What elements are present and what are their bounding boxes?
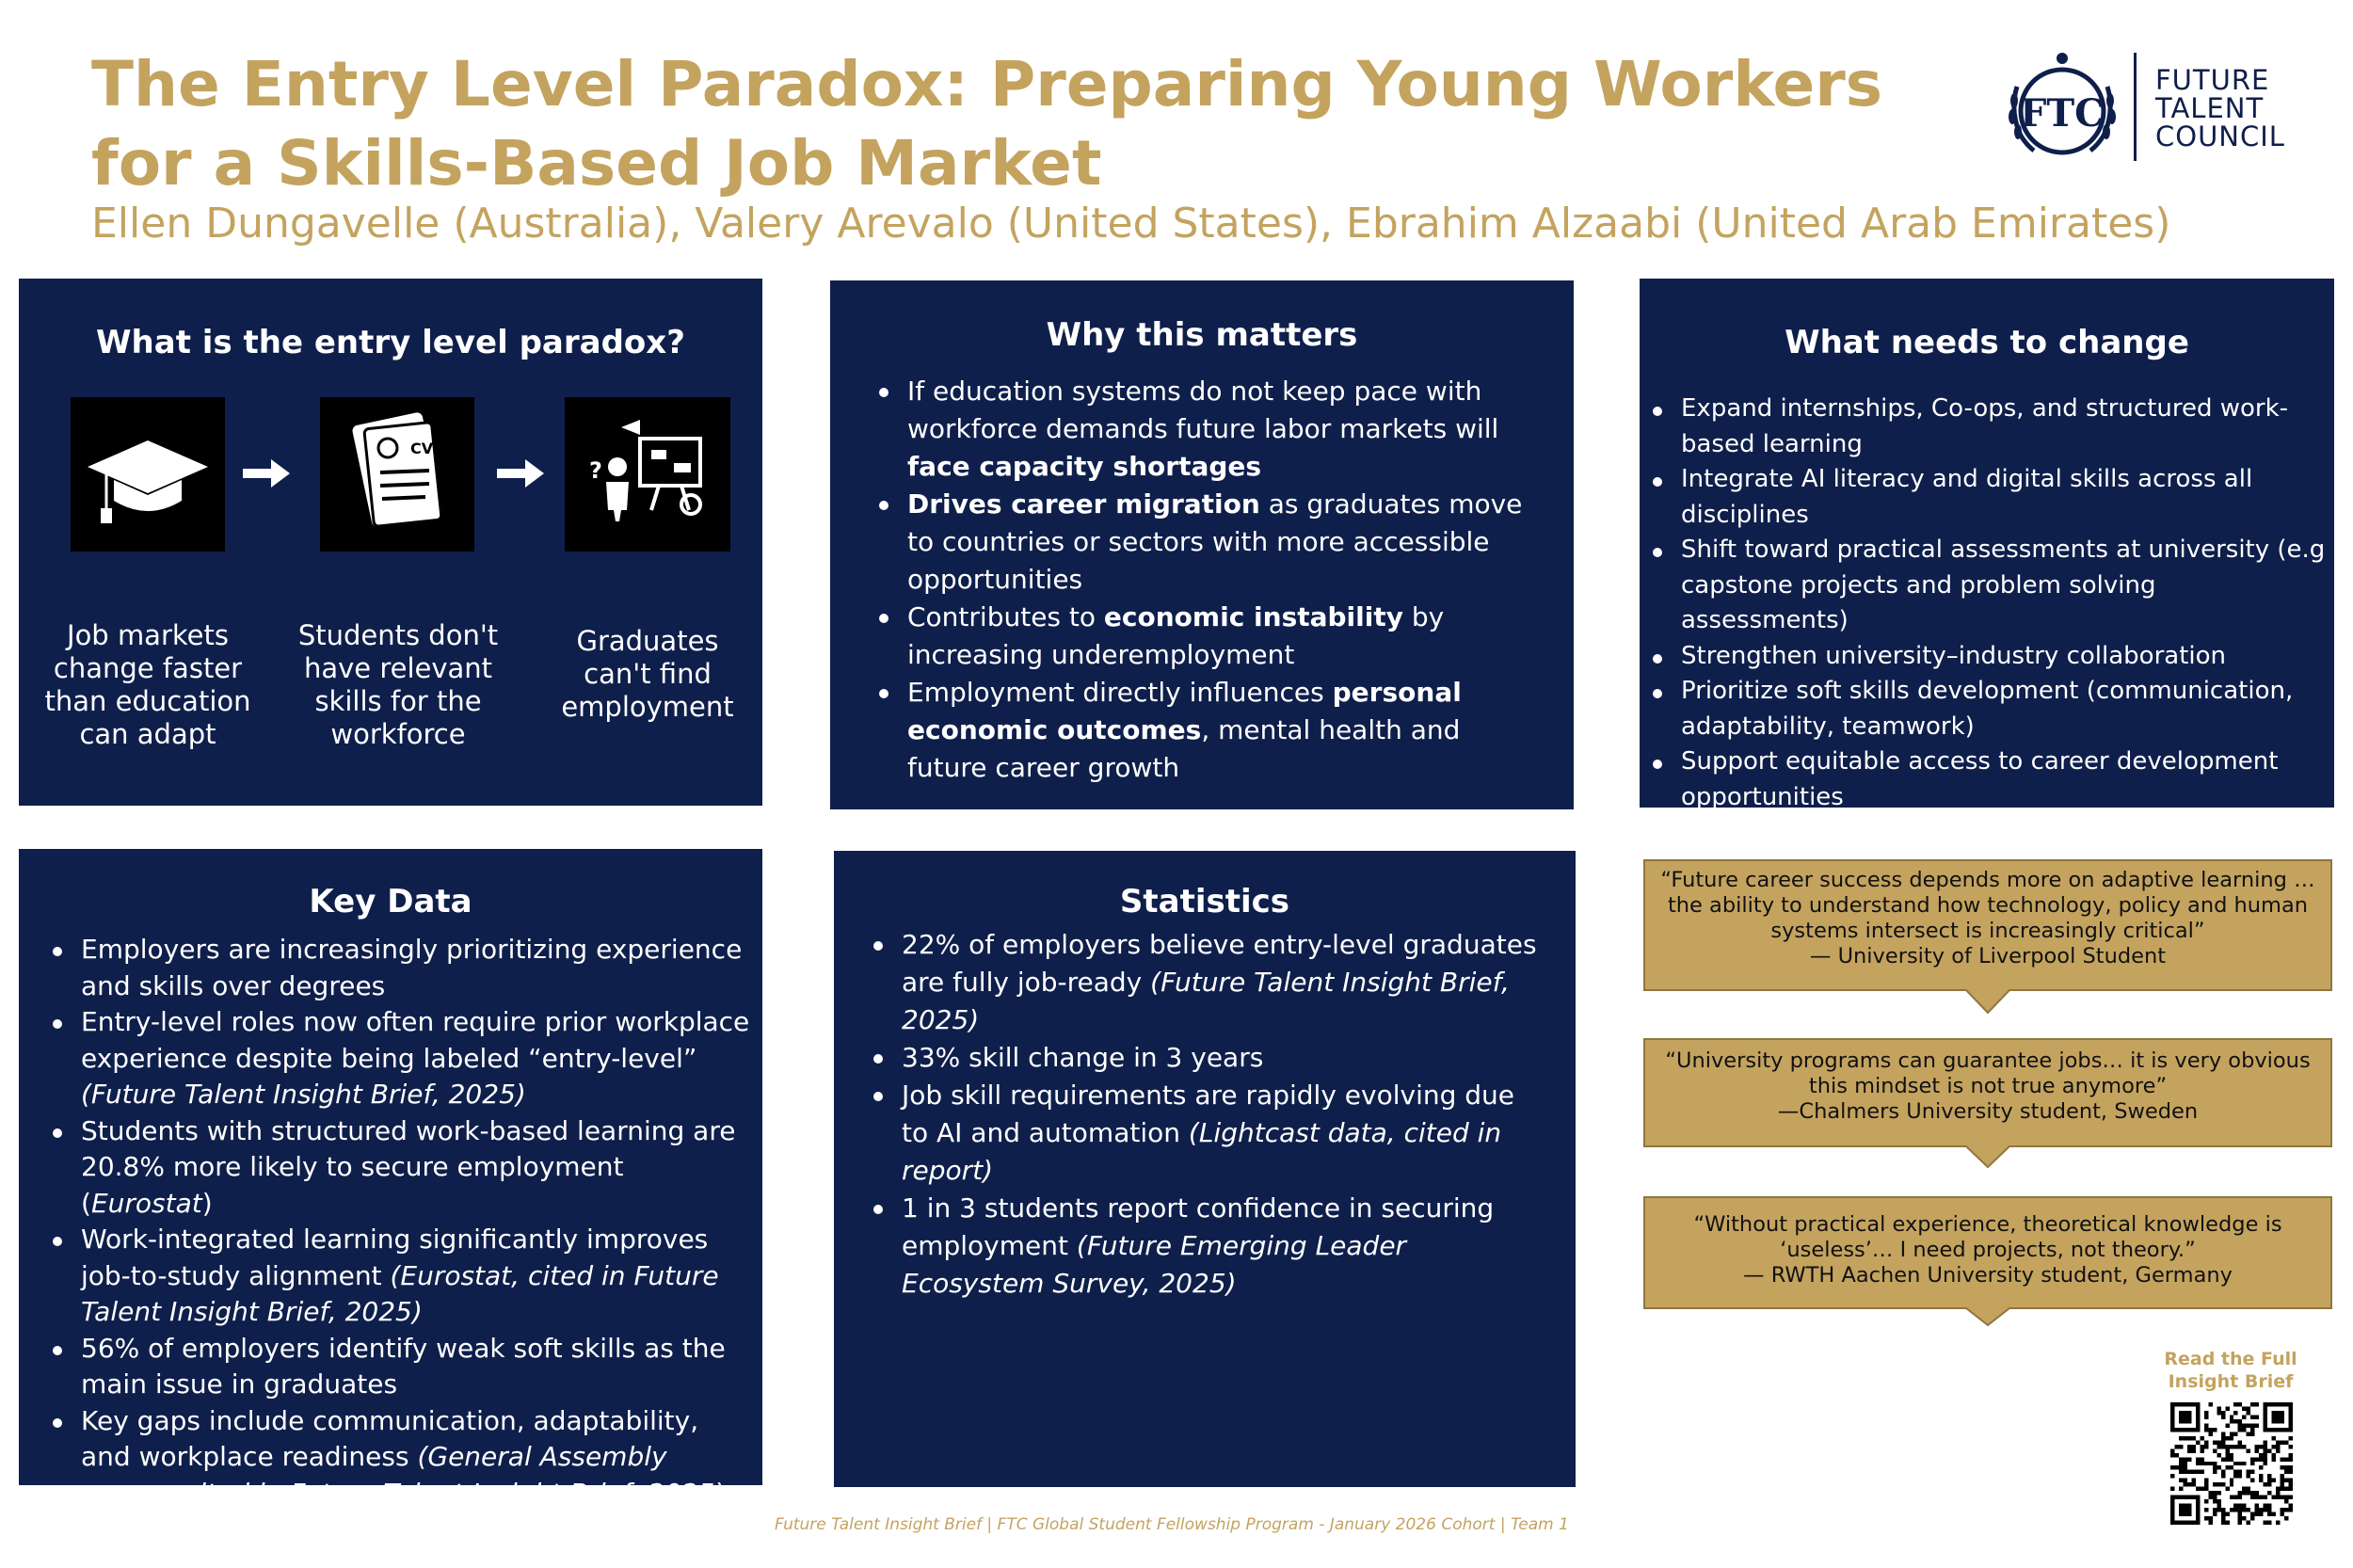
list-item: Job skill requirements are rapidly evolving due to AI and automation (Lightcast data, cited in report)	[870, 1077, 1547, 1190]
list-item: Integrate AI literacy and digital skills across all disciplines	[1649, 462, 2327, 533]
list-item: Work-integrated learning significantly improves job-to-study alignment (Eurostat, cited in Future Talent Insight Brief, 2025)	[49, 1222, 755, 1331]
why-panel	[830, 280, 1574, 809]
paradox-step-1-label: Job markets change faster than education can adapt	[44, 619, 251, 750]
statistics-list	[870, 926, 1547, 1303]
list-item: Students with structured work-based learning are 20.8% more likely to secure employment (Eurostat)	[49, 1113, 755, 1223]
key-data-title: Key Data	[309, 883, 472, 920]
list-item: 56% of employers identify weak soft skills as the main issue in graduates	[49, 1331, 755, 1403]
key-data-panel	[19, 849, 762, 1509]
change-list	[1649, 392, 2327, 815]
arrow-right-icon	[243, 459, 290, 488]
list-item: 22% of employers believe entry-level graduates are fully job-ready (Future Talent Insight Brief, 2025)	[870, 926, 1547, 1039]
quote-box-1	[1642, 858, 2333, 1015]
svg-text:CV: CV	[410, 440, 434, 457]
paradox-step-3-label: Graduates can't find employment	[561, 625, 734, 723]
graduation-cap-icon	[71, 397, 225, 552]
key-data-list	[49, 932, 755, 1512]
list-item: Key gaps include communication, adaptability, and workplace readiness (General Assembly survey, cited in Future Talent Insight Brief, 2025)	[49, 1403, 755, 1512]
quote-source: —Chalmers University student, Sweden	[1777, 1099, 2199, 1124]
list-item: Contributes to economic instability by increasing underemployment	[875, 599, 1544, 674]
list-item: Strengthen university–industry collaboration	[1649, 639, 2327, 675]
logo-monogram: FTC	[2020, 91, 2105, 136]
list-item: If education systems do not keep pace with workforce demands future labor markets will face capacity shortages	[875, 373, 1544, 486]
quote-text: “Without practical experience, theoretical knowledge is ‘useless’… I need projects, not theory.” — RWTH Aachen University student, Germany	[1650, 1212, 2326, 1288]
change-panel	[1640, 279, 2334, 811]
list-item: 1 in 3 students report confidence in securing employment (Future Emerging Leader Ecosystem Survey, 2025)	[870, 1190, 1547, 1303]
footer: Future Talent Insight Brief | FTC Global Student Fellowship Program - January 2026 Cohort | Team 1	[775, 1515, 1569, 1534]
change-title: What needs to change	[1785, 324, 2189, 361]
list-item: Entry-level roles now often require prior workplace experience despite being labeled “entry-level” (Future Talent Insight Brief, 2025)	[49, 1004, 755, 1113]
list-item: Shift toward practical assessments at university (e.g capstone projects and problem solving assessments)	[1649, 533, 2327, 639]
paradox-panel	[19, 279, 762, 806]
authors: Ellen Dungavelle (Australia), Valery Arevalo (United States), Ebrahim Alzaabi (United Arab Emirates)	[91, 200, 2171, 248]
statistics-panel	[834, 851, 1576, 1487]
list-item: Expand internships, Co-ops, and structured work-based learning	[1649, 392, 2327, 462]
list-item: Employment directly influences personal economic outcomes, mental health and future career growth	[875, 674, 1544, 787]
logo-line-1: FUTURE	[2155, 64, 2270, 96]
arrow-right-icon	[497, 459, 544, 488]
qr-label: Read the Full Insight Brief	[2164, 1349, 2297, 1392]
job-search-icon	[565, 397, 730, 552]
poster-title	[91, 45, 1927, 203]
quote-source: — University of Liverpool Student	[1809, 944, 2167, 968]
list-item: 33% skill change in 3 years	[870, 1039, 1547, 1077]
resume-cv-icon	[320, 397, 474, 552]
logo-divider	[2134, 53, 2137, 161]
quote-text: “University programs can guarantee jobs… it is very obvious this mindset is not true anymore” —Chalmers University student, Sweden	[1650, 1048, 2326, 1125]
paradox-step-2-label: Students don't have relevant skills for the workforce	[297, 619, 499, 750]
logo-line-2: TALENT	[2155, 92, 2265, 124]
logo-line-3: COUNCIL	[2155, 120, 2285, 152]
svg-text:?: ?	[589, 457, 602, 484]
title-line-1: The Entry Level Paradox: Preparing Young Workers	[91, 48, 1883, 120]
list-item: Drives career migration as graduates move to countries or sectors with more accessible opportunities	[875, 486, 1544, 599]
quote-box-3	[1642, 1195, 2333, 1327]
logo-wordmark	[2155, 66, 2325, 151]
list-item: Prioritize soft skills development (communication, adaptability, teamwork)	[1649, 674, 2327, 744]
why-title: Why this matters	[1046, 316, 1358, 354]
title-line-2: for a Skills-Based Job Market	[91, 127, 1102, 200]
quote-text: “Future career success depends more on adaptive learning … the ability to understand how technology, policy and human systems intersect is increasingly critical” — University of Liverpool Student	[1650, 868, 2326, 969]
statistics-title: Statistics	[1119, 883, 1290, 920]
list-item: Employers are increasingly prioritizing experience and skills over degrees	[49, 932, 755, 1004]
quote-source: — RWTH Aachen University student, Germany	[1743, 1263, 2233, 1288]
qr-code-icon[interactable]	[2170, 1402, 2293, 1525]
why-list	[875, 373, 1544, 787]
quote-box-2	[1642, 1037, 2333, 1169]
list-item: Support equitable access to career development opportunities	[1649, 744, 2327, 815]
paradox-title: What is the entry level paradox?	[96, 324, 685, 361]
